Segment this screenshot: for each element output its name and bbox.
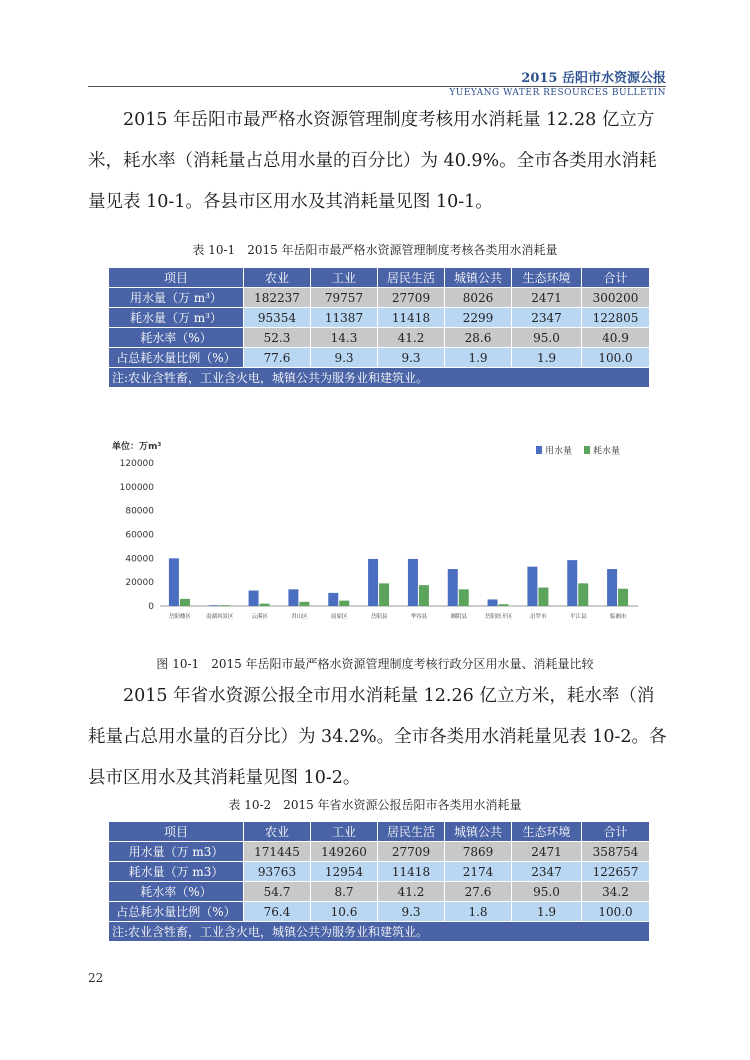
table-cell: 100.0 [582, 902, 650, 922]
table-cell: 2347 [512, 308, 582, 328]
row-label: 耗水率（%） [109, 328, 244, 348]
row-label: 耗水量（万 m3） [109, 862, 244, 882]
bar-water-consumption [220, 605, 230, 606]
bar-water-consumption [419, 585, 429, 606]
table-cell: 182237 [244, 288, 311, 308]
bar-water-use [408, 559, 418, 606]
bar-water-consumption [379, 583, 389, 606]
table-header-cell: 农业 [244, 822, 311, 842]
x-tick-label: 临湘市 [609, 614, 627, 620]
table-header-cell: 项目 [109, 822, 244, 842]
table-1-caption: 表 10-1 2015 年岳阳市最严格水资源管理制度考核各类用水消耗量 [192, 243, 558, 257]
table-row [109, 862, 650, 882]
table-note: 注:农业含牲畜，工业含火电，城镇公共为服务业和建筑业。 [109, 368, 650, 388]
legend-swatch [584, 446, 590, 454]
y-tick-label: 80000 [125, 506, 154, 517]
table-header-cell: 工业 [311, 268, 378, 288]
table-1-header-row [109, 268, 650, 288]
table-cell: 40.9 [582, 328, 650, 348]
table-cell: 41.2 [378, 328, 445, 348]
bar-water-consumption [618, 589, 628, 606]
x-tick-label: 岳阳楼区 [168, 614, 191, 620]
bar-water-use [209, 605, 219, 606]
table-cell: 10.6 [311, 902, 378, 922]
x-tick-label: 南湖风景区 [205, 614, 234, 620]
table-header-cell: 城镇公共 [445, 268, 512, 288]
table-cell: 9.3 [378, 348, 445, 368]
bar-water-use [288, 589, 298, 606]
bar-water-use [527, 567, 537, 606]
bar-water-use [328, 593, 338, 606]
table-cell: 93763 [244, 862, 311, 882]
legend-label: 用水量 [545, 446, 573, 457]
bar-water-consumption [180, 599, 190, 606]
row-label: 用水量（万 m3） [109, 842, 244, 862]
table-cell: 1.9 [512, 902, 582, 922]
y-tick-label: 40000 [125, 554, 154, 565]
chart-unit-label: 单位：万m³ [112, 442, 162, 452]
bar-water-consumption [578, 583, 588, 606]
table-cell: 11418 [378, 862, 445, 882]
table-row [109, 328, 650, 348]
x-tick-label: 岳阳经开区 [484, 614, 513, 620]
table-row [109, 348, 650, 368]
table-header-cell: 农业 [244, 268, 311, 288]
table-cell: 8026 [445, 288, 512, 308]
table-header-cell: 合计 [582, 268, 650, 288]
table-cell: 1.9 [512, 348, 582, 368]
table-note: 注:农业含牲畜，工业含火电，城镇公共为服务业和建筑业。 [109, 922, 650, 942]
table-header-cell: 居民生活 [378, 822, 445, 842]
table-cell: 28.6 [445, 328, 512, 348]
paragraph-2 [88, 676, 668, 799]
table-cell: 95.0 [512, 328, 582, 348]
header-divider [88, 86, 666, 87]
table-cell: 358754 [582, 842, 650, 862]
table-row [109, 308, 650, 328]
table-cell: 7869 [445, 842, 512, 862]
table-cell: 8.7 [311, 882, 378, 902]
table-cell: 11418 [378, 308, 445, 328]
table-2 [108, 821, 650, 942]
chart-container [108, 425, 649, 635]
y-tick-label: 0 [148, 602, 154, 612]
table-note-row [109, 368, 650, 388]
table-cell: 11387 [311, 308, 378, 328]
table-cell: 2347 [512, 862, 582, 882]
y-tick-label: 20000 [125, 578, 154, 589]
table-header-cell: 工业 [311, 822, 378, 842]
table-cell: 1.8 [445, 902, 512, 922]
bar-water-use [368, 559, 378, 606]
x-tick-label: 屈原区 [330, 614, 348, 620]
paragraph-2-text: 2015 年省水资源公报全市用水消耗量 12.26 亿立方米，耗水率（消耗量占总用水量的百分比）为 34.2%。全市各类用水消耗量见表 10-2。各县市区用水及其消耗量见图 10-2。 [88, 686, 667, 788]
table-cell: 300200 [582, 288, 650, 308]
legend-label: 耗水量 [593, 446, 621, 457]
x-tick-label: 平江县 [569, 614, 587, 620]
x-tick-label: 云溪区 [251, 614, 268, 620]
bar-water-use [169, 558, 179, 606]
table-cell: 34.2 [582, 882, 650, 902]
figure-caption: 图 10-1 2015 年岳阳市最严格水资源管理制度考核行政分区用水量、消耗量比较 [156, 657, 594, 671]
table-cell: 9.3 [378, 902, 445, 922]
x-tick-label: 湘阴县 [450, 614, 468, 620]
table-cell: 41.2 [378, 882, 445, 902]
table-cell: 79757 [311, 288, 378, 308]
bar-water-use [488, 599, 498, 606]
table-cell: 76.4 [244, 902, 311, 922]
x-tick-label: 汨罗市 [530, 614, 547, 620]
table-cell: 9.3 [311, 348, 378, 368]
bar-chart [108, 425, 649, 635]
bar-water-use [607, 569, 617, 606]
paragraph-1-text: 2015 年岳阳市最严格水资源管理制度考核用水消耗量 12.28 亿立方米，耗水率（消耗量占总用水量的百分比）为 40.9%。全市各类用水消耗量见表 10-1。各县市区用水及其消耗量见图 10-1。 [88, 110, 657, 212]
table-cell: 149260 [311, 842, 378, 862]
table-cell: 2471 [512, 842, 582, 862]
table-1 [108, 267, 650, 388]
row-label: 耗水率（%） [109, 882, 244, 902]
x-tick-label: 岳阳县 [370, 614, 388, 620]
row-label: 占总耗水量比例（%） [109, 348, 244, 368]
x-tick-label: 华容县 [410, 614, 428, 620]
table-cell: 12954 [311, 862, 378, 882]
table-header-cell: 居民生活 [378, 268, 445, 288]
bar-water-consumption [538, 588, 548, 606]
y-tick-label: 100000 [119, 482, 154, 493]
legend-swatch [536, 446, 542, 454]
bar-water-consumption [339, 601, 349, 606]
table-cell: 2471 [512, 288, 582, 308]
table-header-cell: 项目 [109, 268, 244, 288]
row-label: 耗水量（万 m³） [109, 308, 244, 328]
table-cell: 2299 [445, 308, 512, 328]
table-cell: 1.9 [445, 348, 512, 368]
table-cell: 14.3 [311, 328, 378, 348]
table-cell: 27709 [378, 842, 445, 862]
table-cell: 27709 [378, 288, 445, 308]
header-title: 2015 岳阳市水资源公报 [521, 71, 666, 86]
table-header-cell: 合计 [582, 822, 650, 842]
table-cell: 77.6 [244, 348, 311, 368]
paragraph-1 [88, 100, 668, 223]
table-header-cell: 城镇公共 [445, 822, 512, 842]
bar-water-consumption [459, 589, 469, 606]
table-row [109, 902, 650, 922]
row-label: 占总耗水量比例（%） [109, 902, 244, 922]
row-label: 用水量（万 m³） [109, 288, 244, 308]
bar-water-consumption [260, 604, 270, 606]
table-cell: 27.6 [445, 882, 512, 902]
table-cell: 122657 [582, 862, 650, 882]
table-2-header-row [109, 822, 650, 842]
table-cell: 52.3 [244, 328, 311, 348]
table-cell: 122805 [582, 308, 650, 328]
table-row [109, 288, 650, 308]
table-2-caption: 表 10-2 2015 年省水资源公报岳阳市各类用水消耗量 [228, 798, 522, 812]
table-header-cell: 生态环境 [512, 268, 582, 288]
table-row [109, 882, 650, 902]
table-cell: 2174 [445, 862, 512, 882]
table-note-row [109, 922, 650, 942]
bar-water-use [567, 560, 577, 606]
bar-water-consumption [499, 604, 509, 606]
table-cell: 95.0 [512, 882, 582, 902]
table-cell: 100.0 [582, 348, 650, 368]
table-cell: 54.7 [244, 882, 311, 902]
y-tick-label: 60000 [125, 530, 154, 541]
y-tick-label: 120000 [119, 459, 154, 469]
x-tick-label: 君山区 [291, 614, 308, 620]
table-header-cell: 生态环境 [512, 822, 582, 842]
header-subtitle: YUEYANG WATER RESOURCES BULLETIN [449, 88, 666, 98]
table-row [109, 842, 650, 862]
table-cell: 171445 [244, 842, 311, 862]
table-cell: 95354 [244, 308, 311, 328]
bar-water-use [448, 569, 458, 606]
page-number: 22 [88, 971, 104, 985]
bar-water-consumption [299, 602, 309, 606]
bar-water-use [249, 591, 259, 606]
